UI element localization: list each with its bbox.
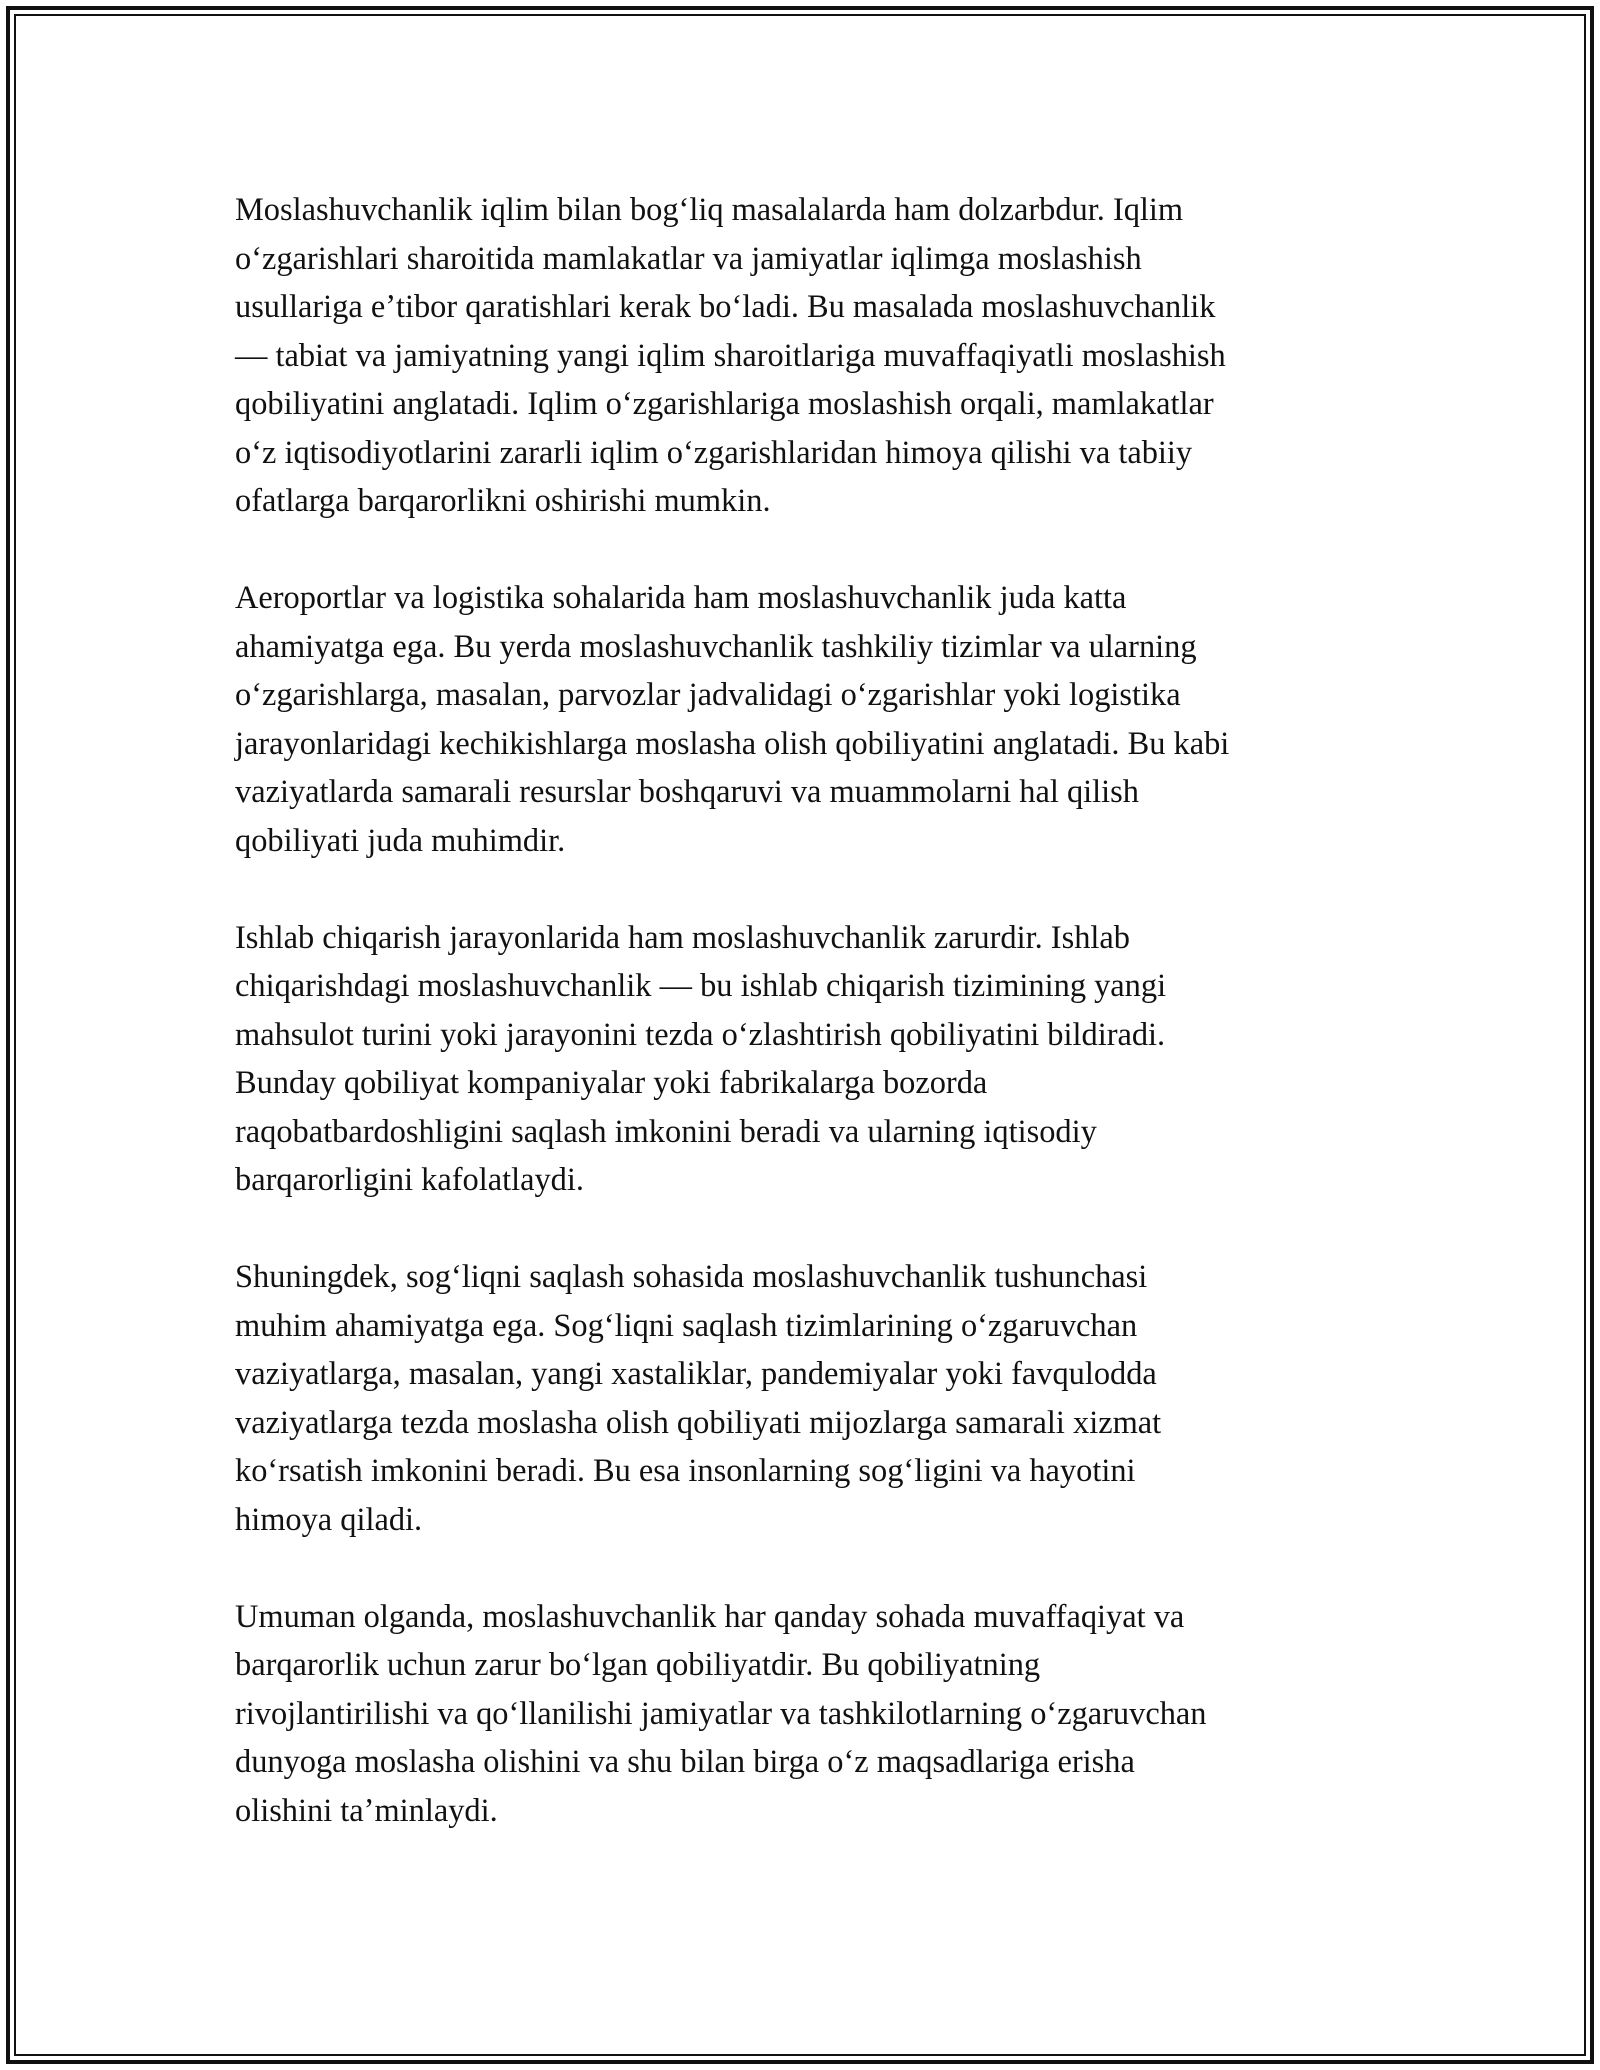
text-line: vaziyatlarga tezda moslasha olish qobiliyati mijozlarga samarali xizmat [235, 1404, 1162, 1441]
text-line: — tabiat va jamiyatning yangi iqlim sharoitlariga muvaffaqiyatli moslashish [235, 337, 1226, 374]
text-line: jarayonlaridagi kechikishlarga moslasha olish qobiliyatini anglatadi. Bu kabi [235, 725, 1230, 762]
text-line: oʻzgarishlarga, masalan, parvozlar jadvalidagi oʻzgarishlar yoki logistika [235, 677, 1181, 713]
text-line: qobiliyatini anglatadi. Iqlim oʻzgarishlariga moslashish orqali, mamlakatlar [235, 386, 1214, 422]
paragraph-manufacturing [235, 914, 1370, 1205]
text-line: dunyoga moslasha olishini va shu bilan birga oʻz maqsadlariga erisha [235, 1744, 1135, 1780]
paragraph-conclusion [235, 1593, 1370, 1836]
paragraph-healthcare [235, 1253, 1370, 1544]
paragraph-logistics [235, 574, 1370, 865]
text-line: barqarorligini kafolatlaydi. [235, 1162, 584, 1198]
text-line: barqarorlik uchun zarur boʻlgan qobiliyatdir. Bu qobiliyatning [235, 1647, 1041, 1683]
text-line: usullariga eʼtibor qaratishlari kerak boʻladi. Bu masalada moslashuvchanlik [235, 289, 1216, 325]
text-line: raqobatbardoshligini saqlash imkonini beradi va ularning iqtisodiy [235, 1113, 1097, 1150]
text-line: oʻz iqtisodiyotlarini zararli iqlim oʻzgarishlaridan himoya qilishi va tabiiy [235, 434, 1193, 471]
text-line: oʻzgarishlari sharoitida mamlakatlar va jamiyatlar iqlimga moslashish [235, 240, 1142, 277]
text-line: Moslashuvchanlik iqlim bilan bogʻliq masalalarda ham dolzarbdur. Iqlim [235, 192, 1184, 228]
text-line: olishini taʼminlaydi. [235, 1792, 498, 1829]
text-line: vaziyatlarda samarali resurslar boshqaruvi va muammolarni hal qilish [235, 774, 1139, 810]
text-line: chiqarishdagi moslashuvchanlik — bu ishlab chiqarish tizimining yangi [235, 968, 1167, 1004]
text-line: rivojlantirilishi va qoʻllanilishi jamiyatlar va tashkilotlarning oʻzgaruvchan [235, 1695, 1207, 1732]
text-line: Bunday qobiliyat kompaniyalar yoki fabrikalarga bozorda [235, 1065, 988, 1101]
text-line: Ishlab chiqarish jarayonlarida ham moslashuvchanlik zarurdir. Ishlab [235, 919, 1130, 956]
text-line: Umuman olganda, moslashuvchanlik har qanday sohada muvaffaqiyat va [235, 1598, 1185, 1635]
text-line: ofatlarga barqarorlikni oshirishi mumkin. [235, 483, 771, 519]
paragraph-climate [235, 186, 1370, 526]
text-line: qobiliyati juda muhimdir. [235, 822, 566, 859]
text-line: ahamiyatga ega. Bu yerda moslashuvchanlik tashkiliy tizimlar va ularning [235, 628, 1197, 665]
document-body [235, 186, 1370, 1835]
text-line: koʻrsatish imkonini beradi. Bu esa insonlarning sogʻligini va hayotini [235, 1453, 1136, 1489]
text-line: Shuningdek, sogʻliqni saqlash sohasida moslashuvchanlik tushunchasi [235, 1259, 1148, 1295]
text-line: vaziyatlarga, masalan, yangi xastaliklar, pandemiyalar yoki favqulodda [235, 1356, 1157, 1392]
text-line: muhim ahamiyatga ega. Sogʻliqni saqlash tizimlarining oʻzgaruvchan [235, 1307, 1138, 1344]
text-line: Aeroportlar va logistika sohalarida ham moslashuvchanlik juda katta [235, 580, 1127, 616]
text-line: himoya qiladi. [235, 1501, 423, 1538]
text-line: mahsulot turini yoki jarayonini tezda oʻzlashtirish qobiliyatini bildiradi. [235, 1016, 1166, 1053]
